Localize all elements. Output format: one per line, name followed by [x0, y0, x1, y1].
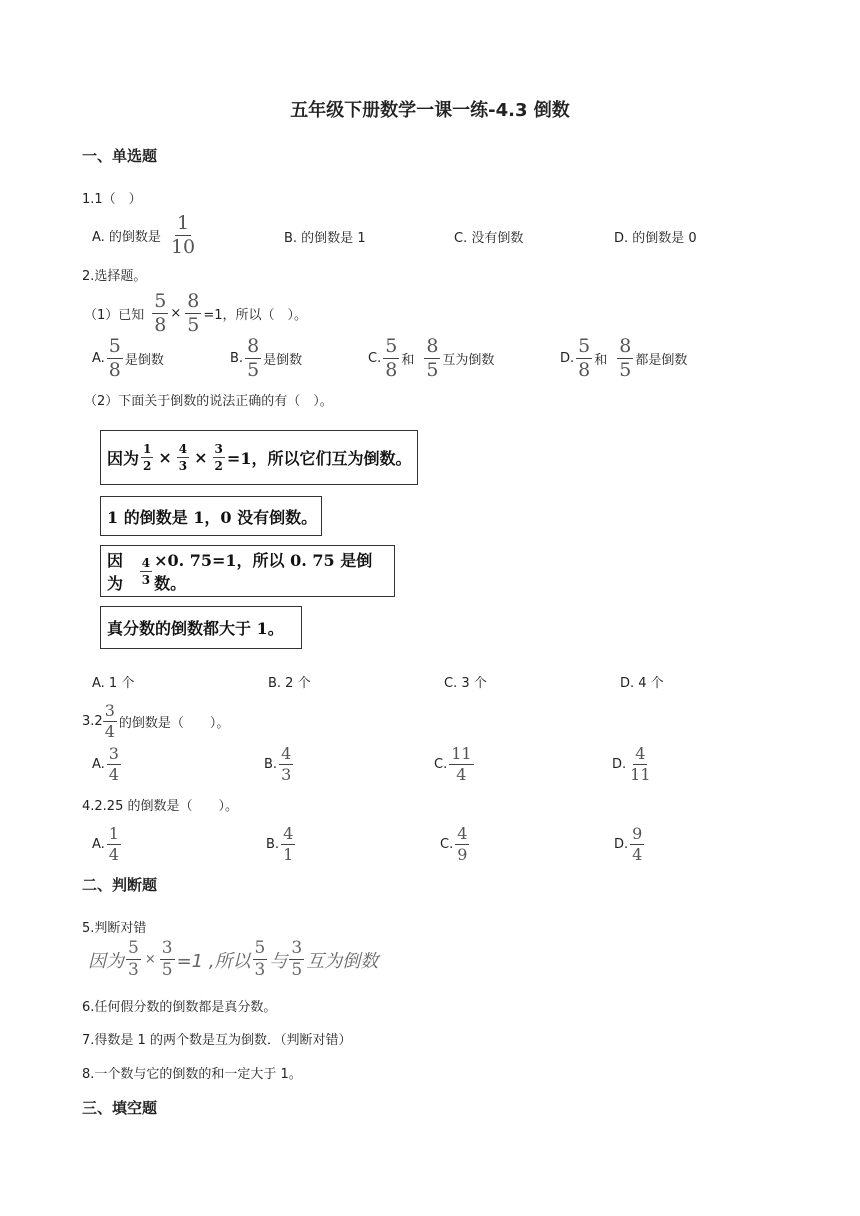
fraction-five-eighths — [152, 292, 168, 335]
option-text: 和 — [401, 353, 415, 368]
q3-option-c[interactable] — [434, 746, 476, 783]
numerator: 4 — [457, 824, 468, 843]
option-text: 是倒数 — [263, 353, 303, 368]
option-letter: A. — [92, 351, 105, 366]
statement-text: ×0. 75=1，所以 0. 75 是倒数。 — [154, 551, 373, 593]
fraction — [383, 337, 399, 380]
option-text: 是倒数 — [124, 353, 164, 368]
denominator: 8 — [578, 359, 591, 381]
q1-option-d[interactable]: D. 的倒数是 0 — [614, 231, 697, 246]
denominator: 10 — [170, 236, 196, 258]
question-8: 8.一个数与它的倒数的和一定大于 1。 — [82, 1067, 302, 1082]
option-letter: D. — [560, 351, 575, 366]
numerator: 5 — [128, 938, 139, 958]
fraction — [630, 826, 644, 863]
numerator: 1 — [143, 442, 152, 456]
option-text: 和 — [594, 353, 608, 368]
q4-option-b[interactable] — [266, 826, 297, 863]
numerator: 3 — [214, 442, 223, 456]
q2-part1-option-a[interactable] — [92, 337, 164, 380]
option-letter: D. — [614, 837, 629, 852]
q3-option-b[interactable] — [264, 746, 295, 783]
numerator: 8 — [247, 335, 260, 357]
fraction — [141, 443, 153, 472]
numerator: 9 — [632, 824, 643, 843]
fraction — [289, 940, 304, 979]
q1-option-a-fraction — [169, 214, 197, 257]
fraction — [160, 940, 175, 979]
statement-text: 因为 — [107, 449, 140, 468]
denominator: 3 — [281, 765, 292, 784]
denominator: 11 — [630, 765, 651, 784]
numerator: 8 — [187, 290, 200, 312]
q2-part1-option-c[interactable] — [368, 337, 494, 380]
option-letter: D. — [612, 757, 627, 772]
q2-part1-suffix: =1，所以（ ）。 — [203, 308, 308, 323]
statement-text: 因为 — [107, 551, 124, 593]
numerator: 4 — [281, 744, 292, 763]
q2-part2-option-c[interactable]: C. 3 个 — [444, 676, 487, 691]
times-sign: × — [170, 306, 182, 321]
statement-box-1 — [100, 430, 418, 485]
fraction — [628, 746, 652, 783]
fraction — [449, 746, 473, 783]
question-4-stem: 4.2.25 的倒数是（ ）。 — [82, 799, 238, 814]
section-heading-single-choice: 一、单选题 — [82, 147, 158, 165]
question-6: 6.任何假分数的倒数都是真分数。 — [82, 1000, 277, 1015]
numerator: 5 — [385, 335, 398, 357]
numerator: 11 — [451, 744, 472, 763]
page-title: 五年级下册数学一课一练-4.3 倒数 — [290, 100, 570, 121]
statement-text: =1，所以它们互为倒数。 — [226, 449, 412, 468]
option-text: 都是倒数 — [635, 353, 688, 368]
option-letter: A. — [92, 837, 105, 852]
question-5-stem: 5.判断对错 — [82, 921, 147, 936]
numerator: 1 — [176, 212, 190, 234]
numerator: 4 — [178, 442, 188, 456]
q1-option-a-label: A. 的倒数是 — [92, 230, 161, 245]
numerator: 5 — [154, 290, 167, 312]
fraction — [279, 746, 293, 783]
q1-option-c[interactable]: C. 没有倒数 — [454, 231, 524, 246]
numerator: 5 — [108, 335, 121, 357]
statement-text: 互为倒数 — [306, 950, 379, 972]
q3-option-d[interactable] — [612, 746, 655, 783]
fraction — [424, 337, 440, 380]
numerator: 3 — [108, 744, 119, 763]
fraction — [245, 337, 261, 380]
q3-prefix: 3.2 — [82, 714, 103, 729]
q1-option-a[interactable] — [92, 214, 199, 257]
q2-part2-option-a[interactable]: A. 1 个 — [92, 676, 135, 691]
denominator: 3 — [141, 572, 151, 587]
q2-part1-option-b[interactable] — [230, 337, 302, 380]
denominator: 5 — [187, 314, 200, 336]
statement-box-2: 1 的倒数是 1，0 没有倒数。 — [100, 496, 322, 536]
q2-part2-option-d[interactable]: D. 4 个 — [620, 676, 664, 691]
numerator: 1 — [108, 824, 119, 843]
q2-part1-prefix: （1）已知 — [84, 308, 145, 323]
denominator: 2 — [214, 459, 223, 473]
denominator: 5 — [619, 359, 632, 381]
q5-statement-image — [88, 940, 378, 979]
denominator: 4 — [104, 722, 115, 741]
times-sign: × — [144, 952, 156, 967]
question-2-stem: 2.选择题。 — [82, 269, 147, 284]
fraction — [281, 826, 295, 863]
q2-part1-option-d[interactable] — [560, 337, 687, 380]
fraction — [107, 826, 121, 863]
fraction-eight-fifths — [185, 292, 201, 335]
denominator: 3 — [128, 960, 139, 980]
q3-suffix: 的倒数是（ ）。 — [118, 716, 230, 731]
numerator: 3 — [161, 938, 173, 958]
fraction — [140, 557, 152, 586]
q2-part1-stem — [84, 292, 307, 335]
option-letter: C. — [368, 351, 382, 366]
numerator: 5 — [578, 335, 591, 357]
fraction — [177, 443, 189, 472]
q4-option-a[interactable] — [92, 826, 123, 863]
question-3-stem — [82, 703, 229, 740]
denominator: 5 — [247, 359, 260, 381]
fraction — [576, 337, 592, 380]
denominator: 4 — [456, 765, 467, 784]
statement-box-3 — [100, 545, 395, 597]
denominator: 9 — [457, 845, 468, 864]
fraction — [107, 337, 123, 380]
option-letter: C. — [434, 757, 448, 772]
numerator: 8 — [426, 335, 439, 357]
numerator: 4 — [283, 824, 294, 843]
fraction — [253, 940, 268, 979]
denominator: 8 — [154, 314, 167, 336]
denominator: 4 — [632, 845, 643, 864]
times-sign: × — [194, 448, 208, 467]
denominator: 3 — [254, 960, 266, 980]
statement-text: 因为 — [88, 950, 124, 972]
option-text: 互为倒数 — [442, 353, 495, 368]
q2-part2-option-b[interactable]: B. 2 个 — [268, 676, 311, 691]
question-7: 7.得数是 1 的两个数是互为倒数．（判断对错） — [82, 1033, 352, 1048]
fraction — [213, 443, 225, 472]
q4-option-c[interactable] — [440, 826, 471, 863]
statement-box-4: 真分数的倒数都大于 1。 — [100, 606, 302, 649]
q4-option-d[interactable] — [614, 826, 646, 863]
option-letter: B. — [230, 351, 244, 366]
option-letter: B. — [264, 757, 278, 772]
denominator: 5 — [291, 960, 303, 980]
numerator: 8 — [619, 335, 632, 357]
denominator: 3 — [178, 459, 188, 473]
section-heading-true-false: 二、判断题 — [82, 876, 158, 894]
fraction — [617, 337, 633, 380]
q3-option-a[interactable] — [92, 746, 123, 783]
numerator: 3 — [291, 938, 303, 958]
denominator: 4 — [108, 845, 119, 864]
denominator: 5 — [426, 359, 439, 381]
section-heading-fill-blank: 三、填空题 — [82, 1099, 158, 1117]
numerator: 5 — [254, 938, 266, 958]
fraction — [126, 940, 141, 979]
statement-text: =1 ,所以 — [176, 950, 251, 972]
fraction — [455, 826, 469, 863]
fraction — [107, 746, 121, 783]
times-sign: × — [158, 448, 172, 467]
numerator: 4 — [635, 744, 646, 763]
mixed-fraction — [103, 703, 117, 740]
denominator: 5 — [161, 960, 173, 980]
denominator: 8 — [385, 359, 398, 381]
option-letter: B. — [266, 837, 280, 852]
denominator: 8 — [108, 359, 121, 381]
option-letter: A. — [92, 757, 105, 772]
denominator: 1 — [283, 845, 294, 864]
denominator: 2 — [143, 459, 152, 473]
denominator: 4 — [108, 765, 119, 784]
option-letter: C. — [440, 837, 454, 852]
numerator: 4 — [141, 555, 151, 570]
q2-part2-stem: （2）下面关于倒数的说法正确的有（ ）。 — [84, 394, 333, 409]
numerator: 3 — [104, 701, 115, 720]
statement-text: 与 — [269, 950, 288, 972]
q1-option-b[interactable]: B. 的倒数是 1 — [284, 231, 366, 246]
question-1-stem: 1.1（ ） — [82, 192, 142, 207]
